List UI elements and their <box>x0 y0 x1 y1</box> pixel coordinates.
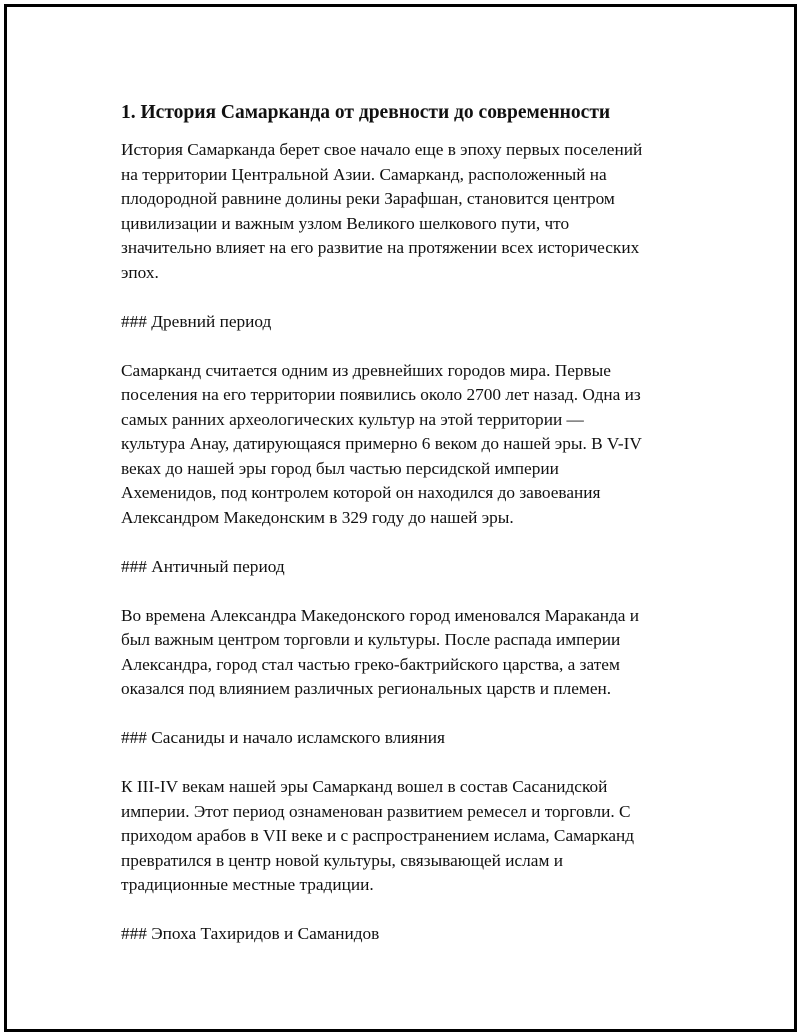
paragraph-line: Ахеменидов, под контролем которой он находился до завоевания <box>121 483 601 502</box>
paragraph-line: превратился в центр новой культуры, связывающей ислам и <box>121 850 563 870</box>
ancient-paragraph <box>121 359 691 531</box>
paragraph-line: империи. Этот период ознаменован развитием ремесел и торговли. С <box>121 801 631 821</box>
paragraph-line: Самарканд считается одним из древнейших городов мира. Первые <box>121 360 611 380</box>
section-heading-antique: ### Античный период <box>121 556 285 576</box>
spacer <box>121 579 691 604</box>
paragraph-line: оказался под влиянием различных региональных царств и племен. <box>121 679 612 698</box>
paragraph-line: веках до нашей эры город был частью персидской империи <box>121 458 559 478</box>
paragraph-line: культура Анау, датирующаяся примерно 6 веком до нашей эры. В V-IV <box>121 434 642 453</box>
paragraph-line: поселения на его территории появились около 2700 лет назад. Одна из <box>121 385 641 404</box>
paragraph-line: эпох. <box>121 262 159 282</box>
document-content <box>121 100 691 947</box>
section-heading-sasanids: ### Сасаниды и начало исламского влияния <box>121 728 445 747</box>
intro-paragraph <box>121 138 691 285</box>
paragraph-line: значительно влияет на его развитие на протяжении всех исторических <box>121 238 640 257</box>
section-heading-tahirids: ### Эпоха Тахиридов и Саманидов <box>121 924 380 943</box>
spacer <box>121 702 691 727</box>
paragraph-line: Александром Македонским в 329 году до нашей эры. <box>121 507 514 527</box>
paragraph-line: на территории Центральной Азии. Самарканд, расположенный на <box>121 164 607 184</box>
spacer <box>121 530 691 555</box>
antique-paragraph <box>121 604 691 702</box>
section-heading-ancient: ### Древний период <box>121 311 272 331</box>
paragraph-line: плодородной равнине долины реки Зарафшан, становится центром <box>121 189 615 208</box>
paragraph-line: К III-IV векам нашей эры Самарканд вошел в состав Сасанидской <box>121 777 608 796</box>
page-frame <box>4 4 797 1032</box>
paragraph-line: цивилизации и важным узлом Великого шелкового пути, что <box>121 213 570 233</box>
sasanids-paragraph <box>121 775 691 898</box>
spacer <box>121 751 691 776</box>
paragraph-line: Во времена Александра Македонского город именовался Мараканда и <box>121 605 640 625</box>
paragraph-line: Александра, город стал частью греко-бактрийского царства, а затем <box>121 654 620 674</box>
paragraph-line: самых ранних археологических культур на этой территории — <box>121 409 584 429</box>
paragraph-line: История Самарканда берет свое начало еще в эпоху первых поселений <box>121 140 643 159</box>
paragraph-line: традиционные местные традиции. <box>121 875 374 894</box>
document-title: 1. История Самарканда от древности до современности <box>121 102 611 123</box>
paragraph-line: был важным центром торговли и культуры. После распада империи <box>121 630 621 649</box>
spacer <box>121 898 691 923</box>
paragraph-line: приходом арабов в VII веке и с распространением ислама, Самарканд <box>121 826 635 845</box>
spacer <box>121 334 691 359</box>
spacer <box>121 285 691 310</box>
